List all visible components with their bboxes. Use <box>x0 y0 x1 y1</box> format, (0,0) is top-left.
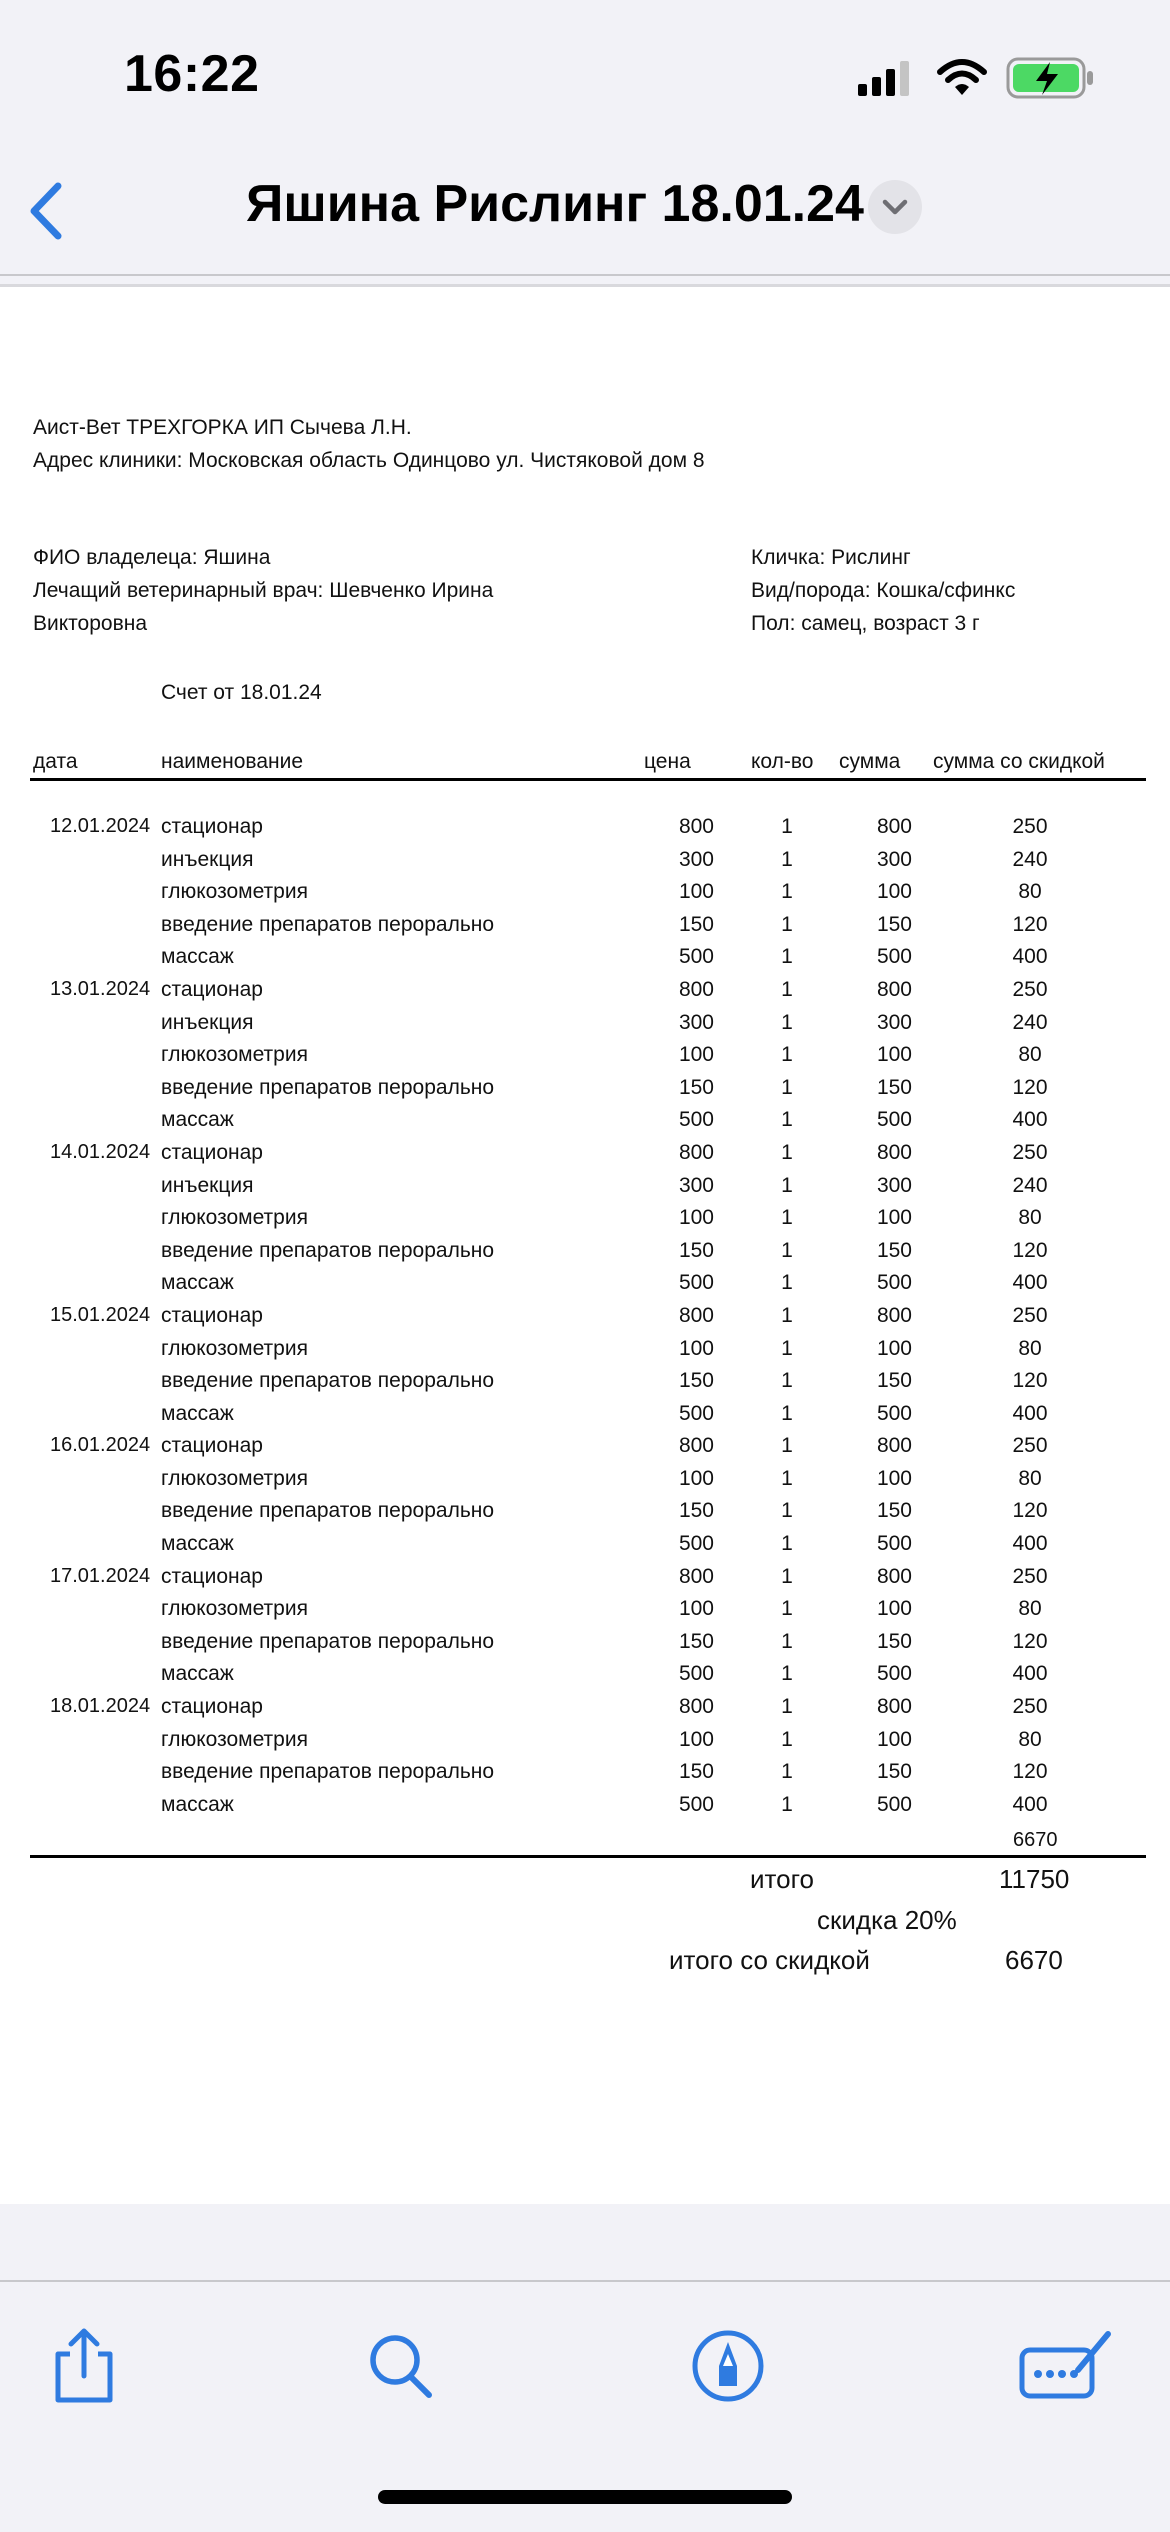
row-price: 150 <box>678 1075 714 1099</box>
row-price: 300 <box>678 847 714 871</box>
row-price: 800 <box>678 1303 714 1327</box>
row-quantity: 1 <box>781 1727 793 1751</box>
row-service-name: стационар <box>161 1303 263 1327</box>
row-discounted-sum: 120 <box>1012 1499 1048 1523</box>
row-price: 100 <box>678 880 714 904</box>
row-quantity: 1 <box>781 1173 793 1197</box>
row-service-name: стационар <box>161 1695 263 1719</box>
row-quantity: 1 <box>781 1597 793 1621</box>
row-sum: 150 <box>876 1499 912 1523</box>
row-service-name: введение препаратов перорально <box>161 1499 495 1523</box>
row-price: 500 <box>678 1792 714 1816</box>
row-quantity: 1 <box>781 1629 793 1653</box>
table-row <box>0 1728 1170 1761</box>
row-price: 100 <box>678 1336 714 1360</box>
total-discounted-label: итого со скидкой <box>669 1945 870 1975</box>
row-discounted-sum: 250 <box>1012 977 1048 1001</box>
row-sum: 100 <box>876 1336 912 1360</box>
row-discounted-sum: 250 <box>1012 1434 1048 1458</box>
row-service-name: массаж <box>161 1792 234 1816</box>
row-quantity: 1 <box>781 1303 793 1327</box>
row-discounted-sum: 80 <box>1018 1336 1042 1360</box>
row-service-name: стационар <box>161 977 263 1001</box>
row-sum: 150 <box>876 1629 912 1653</box>
row-discounted-sum: 250 <box>1012 1564 1048 1588</box>
pet-sex-age: Пол: самец, возраст 3 г <box>751 612 980 635</box>
row-service-name: глюкозометрия <box>161 880 308 904</box>
status-bar <box>0 0 1170 150</box>
row-sum: 100 <box>876 1597 912 1621</box>
row-discounted-sum: 250 <box>1012 1303 1048 1327</box>
row-service-name: глюкозометрия <box>161 1206 308 1230</box>
row-quantity: 1 <box>781 880 793 904</box>
row-sum: 300 <box>876 847 912 871</box>
table-row <box>0 1239 1170 1272</box>
row-discounted-sum: 400 <box>1012 1271 1048 1295</box>
document-title[interactable]: Яшина Рислинг 18.01.24 <box>246 175 864 233</box>
total-value: 11750 <box>999 1864 1070 1894</box>
row-quantity: 1 <box>781 977 793 1001</box>
row-price: 800 <box>678 1564 714 1588</box>
row-discounted-sum: 400 <box>1012 1532 1048 1556</box>
row-sum: 150 <box>876 1760 912 1784</box>
row-sum: 100 <box>876 1043 912 1067</box>
table-row <box>0 978 1170 1011</box>
search-icon[interactable] <box>363 2326 443 2406</box>
row-price: 500 <box>678 945 714 969</box>
row-date: 12.01.2024 <box>50 815 151 837</box>
table-row <box>0 1206 1170 1239</box>
table-row <box>0 1304 1170 1337</box>
keyboard-edit-icon[interactable] <box>1016 2326 1116 2406</box>
row-sum: 100 <box>876 1727 912 1751</box>
table-row <box>0 945 1170 978</box>
row-service-name: инъекция <box>161 847 254 871</box>
table-row <box>0 1467 1170 1500</box>
table-row <box>0 1369 1170 1402</box>
total-discounted-value: 6670 <box>1005 1945 1063 1975</box>
battery-charging-icon <box>1006 56 1096 100</box>
row-service-name: массаж <box>161 1532 234 1556</box>
row-sum: 800 <box>876 1140 912 1164</box>
table-row <box>0 1760 1170 1793</box>
wifi-icon <box>936 58 988 98</box>
row-price: 150 <box>678 1760 714 1784</box>
table-row <box>0 1141 1170 1174</box>
row-quantity: 1 <box>781 1043 793 1067</box>
row-price: 800 <box>678 1140 714 1164</box>
row-service-name: стационар <box>161 1564 263 1588</box>
row-quantity: 1 <box>781 815 793 838</box>
table-row <box>0 1662 1170 1695</box>
row-sum: 800 <box>876 1695 912 1719</box>
row-service-name: массаж <box>161 945 234 969</box>
row-quantity: 1 <box>781 1206 793 1230</box>
row-price: 500 <box>678 1532 714 1556</box>
row-quantity: 1 <box>781 1010 793 1034</box>
row-service-name: стационар <box>161 1140 263 1164</box>
row-price: 800 <box>678 1434 714 1458</box>
row-date: 13.01.2024 <box>50 977 151 1000</box>
row-service-name: глюкозометрия <box>161 1727 308 1751</box>
row-discounted-sum: 250 <box>1012 1695 1048 1719</box>
row-price: 100 <box>678 1597 714 1621</box>
row-service-name: массаж <box>161 1401 234 1425</box>
row-sum: 150 <box>876 1075 912 1099</box>
header-qty: кол-во <box>751 750 814 773</box>
row-price: 800 <box>678 815 714 838</box>
table-row <box>0 1337 1170 1370</box>
row-service-name: введение препаратов перорально <box>161 1629 495 1653</box>
row-discounted-sum: 400 <box>1012 1108 1048 1132</box>
table-row <box>0 880 1170 913</box>
row-discounted-sum: 120 <box>1012 1238 1048 1262</box>
row-sum: 500 <box>876 1108 912 1132</box>
row-price: 150 <box>678 1499 714 1523</box>
row-price: 150 <box>678 1629 714 1653</box>
row-price: 150 <box>678 1369 714 1393</box>
row-price: 500 <box>678 1401 714 1425</box>
row-discounted-sum: 120 <box>1012 1629 1048 1653</box>
row-quantity: 1 <box>781 1695 793 1719</box>
row-service-name: глюкозометрия <box>161 1597 308 1621</box>
row-sum: 800 <box>876 815 912 838</box>
discount-label: скидка 20% <box>817 1905 957 1935</box>
row-discounted-sum: 80 <box>1018 1727 1042 1751</box>
clinic-name: Аист-Вет ТРЕХГОРКА ИП Сычева Л.Н. <box>33 416 412 439</box>
pet-name: Кличка: Рислинг <box>751 546 911 569</box>
row-quantity: 1 <box>781 1369 793 1393</box>
row-quantity: 1 <box>781 1271 793 1295</box>
row-price: 100 <box>678 1206 714 1230</box>
header-name: наименование <box>161 750 304 773</box>
row-discounted-sum: 120 <box>1012 1075 1048 1099</box>
row-quantity: 1 <box>781 1466 793 1490</box>
row-service-name: стационар <box>161 815 263 838</box>
row-sum: 150 <box>876 1238 912 1262</box>
row-sum: 500 <box>876 945 912 969</box>
row-sum: 800 <box>876 1434 912 1458</box>
total-label: итого <box>750 1864 814 1894</box>
row-sum: 800 <box>876 1564 912 1588</box>
row-quantity: 1 <box>781 1075 793 1099</box>
row-service-name: глюкозометрия <box>161 1336 308 1360</box>
header-divider <box>30 778 1146 781</box>
row-sum: 300 <box>876 1173 912 1197</box>
header-discounted-sum: сумма со скидкой <box>933 750 1105 773</box>
row-price: 150 <box>678 1238 714 1262</box>
row-sum: 150 <box>876 912 912 936</box>
row-quantity: 1 <box>781 1532 793 1556</box>
row-discounted-sum: 400 <box>1012 1792 1048 1816</box>
home-indicator <box>378 2490 792 2504</box>
row-price: 100 <box>678 1043 714 1067</box>
table-row <box>0 1565 1170 1598</box>
table-row <box>0 1076 1170 1109</box>
row-service-name: глюкозометрия <box>161 1043 308 1067</box>
header-sum: сумма <box>839 750 901 773</box>
row-quantity: 1 <box>781 1108 793 1132</box>
row-sum: 500 <box>876 1401 912 1425</box>
header-price: цена <box>644 750 691 773</box>
row-discounted-sum: 250 <box>1012 1140 1048 1164</box>
row-discounted-sum: 240 <box>1012 1010 1048 1034</box>
row-price: 500 <box>678 1108 714 1132</box>
row-sum: 100 <box>876 880 912 904</box>
row-service-name: введение препаратов перорально <box>161 1760 495 1784</box>
row-discounted-sum: 120 <box>1012 912 1048 936</box>
row-discounted-sum: 120 <box>1012 1369 1048 1393</box>
row-discounted-sum: 400 <box>1012 945 1048 969</box>
invoice-label: Счет от 18.01.24 <box>161 681 322 704</box>
row-price: 150 <box>678 912 714 936</box>
doctor-line-1: Лечащий ветеринарный врач: Шевченко Ирина <box>33 579 494 602</box>
row-service-name: массаж <box>161 1108 234 1132</box>
row-discounted-sum: 80 <box>1018 1206 1042 1230</box>
row-discounted-sum: 250 <box>1012 815 1048 838</box>
share-icon[interactable] <box>44 2326 124 2406</box>
table-row <box>0 1011 1170 1044</box>
row-sum: 300 <box>876 1010 912 1034</box>
row-price: 800 <box>678 1695 714 1719</box>
table-row <box>0 1402 1170 1435</box>
row-price: 300 <box>678 1173 714 1197</box>
clinic-address: Адрес клиники: Московская область Одинцово ул. Чистяковой дом 8 <box>33 449 705 472</box>
row-discounted-sum: 240 <box>1012 1173 1048 1197</box>
row-discounted-sum: 240 <box>1012 847 1048 871</box>
table-row <box>0 1793 1170 1826</box>
title-menu-button[interactable] <box>868 180 922 234</box>
row-service-name: глюкозометрия <box>161 1466 308 1490</box>
row-service-name: введение препаратов перорально <box>161 1075 495 1099</box>
header-date: дата <box>33 750 78 773</box>
row-date: 18.01.2024 <box>50 1695 151 1718</box>
row-quantity: 1 <box>781 912 793 936</box>
footer-divider <box>30 1855 1146 1858</box>
row-service-name: стационар <box>161 1434 263 1458</box>
row-sum: 500 <box>876 1532 912 1556</box>
row-discounted-sum: 80 <box>1018 1043 1042 1067</box>
table-row <box>0 1630 1170 1663</box>
row-quantity: 1 <box>781 945 793 969</box>
row-quantity: 1 <box>781 1499 793 1523</box>
row-price: 100 <box>678 1466 714 1490</box>
row-sum: 100 <box>876 1466 912 1490</box>
table-row <box>0 815 1170 848</box>
table-row <box>0 1043 1170 1076</box>
row-service-name: введение препаратов перорально <box>161 1238 495 1262</box>
row-discounted-sum: 80 <box>1018 880 1042 904</box>
row-quantity: 1 <box>781 1662 793 1686</box>
table-row <box>0 1108 1170 1141</box>
row-price: 500 <box>678 1271 714 1295</box>
row-quantity: 1 <box>781 1336 793 1360</box>
row-date: 16.01.2024 <box>50 1434 151 1457</box>
table-row <box>0 1174 1170 1207</box>
row-discounted-sum: 400 <box>1012 1401 1048 1425</box>
row-service-name: массаж <box>161 1271 234 1295</box>
row-service-name: введение препаратов перорально <box>161 912 495 936</box>
row-sum: 100 <box>876 1206 912 1230</box>
row-price: 100 <box>678 1727 714 1751</box>
table-row <box>0 1499 1170 1532</box>
row-quantity: 1 <box>781 847 793 871</box>
row-sum: 500 <box>876 1271 912 1295</box>
document-page <box>0 284 1170 2204</box>
row-quantity: 1 <box>781 1401 793 1425</box>
markup-icon[interactable] <box>688 2326 768 2406</box>
row-service-name: введение препаратов перорально <box>161 1369 495 1393</box>
table-row <box>0 1597 1170 1630</box>
row-service-name: инъекция <box>161 1173 254 1197</box>
row-discounted-sum: 80 <box>1018 1597 1042 1621</box>
table-row <box>0 1434 1170 1467</box>
table-row <box>0 1695 1170 1728</box>
row-date: 17.01.2024 <box>50 1564 151 1587</box>
table-row <box>0 848 1170 881</box>
navigation-bar <box>0 150 1170 276</box>
row-service-name: массаж <box>161 1662 234 1686</box>
row-quantity: 1 <box>781 1140 793 1164</box>
row-discounted-sum: 400 <box>1012 1662 1048 1686</box>
row-quantity: 1 <box>781 1434 793 1458</box>
status-time: 16:22 <box>124 45 260 103</box>
row-price: 800 <box>678 977 714 1001</box>
row-sum: 800 <box>876 977 912 1001</box>
table-row <box>0 1532 1170 1565</box>
row-quantity: 1 <box>781 1760 793 1784</box>
row-quantity: 1 <box>781 1238 793 1262</box>
subtotal-discounted: 6670 <box>1013 1829 1058 1851</box>
pet-species: Вид/порода: Кошка/сфинкс <box>751 579 1016 602</box>
invoice-rows <box>0 815 1170 1825</box>
row-sum: 150 <box>876 1369 912 1393</box>
table-row <box>0 1271 1170 1304</box>
row-discounted-sum: 80 <box>1018 1466 1042 1490</box>
table-row <box>0 913 1170 946</box>
row-sum: 500 <box>876 1662 912 1686</box>
row-price: 500 <box>678 1662 714 1686</box>
row-date: 15.01.2024 <box>50 1303 151 1326</box>
row-sum: 800 <box>876 1303 912 1327</box>
owner-name: ФИО владелеца: Яшина <box>33 546 271 569</box>
row-sum: 500 <box>876 1792 912 1816</box>
row-price: 300 <box>678 1010 714 1034</box>
chevron-down-icon <box>881 196 909 218</box>
row-quantity: 1 <box>781 1792 793 1816</box>
row-discounted-sum: 120 <box>1012 1760 1048 1784</box>
doctor-line-2: Викторовна <box>33 612 148 635</box>
row-service-name: инъекция <box>161 1010 254 1034</box>
row-quantity: 1 <box>781 1564 793 1588</box>
back-chevron-icon[interactable] <box>18 176 78 246</box>
cellular-signal-icon <box>856 60 916 96</box>
row-date: 14.01.2024 <box>50 1140 151 1163</box>
